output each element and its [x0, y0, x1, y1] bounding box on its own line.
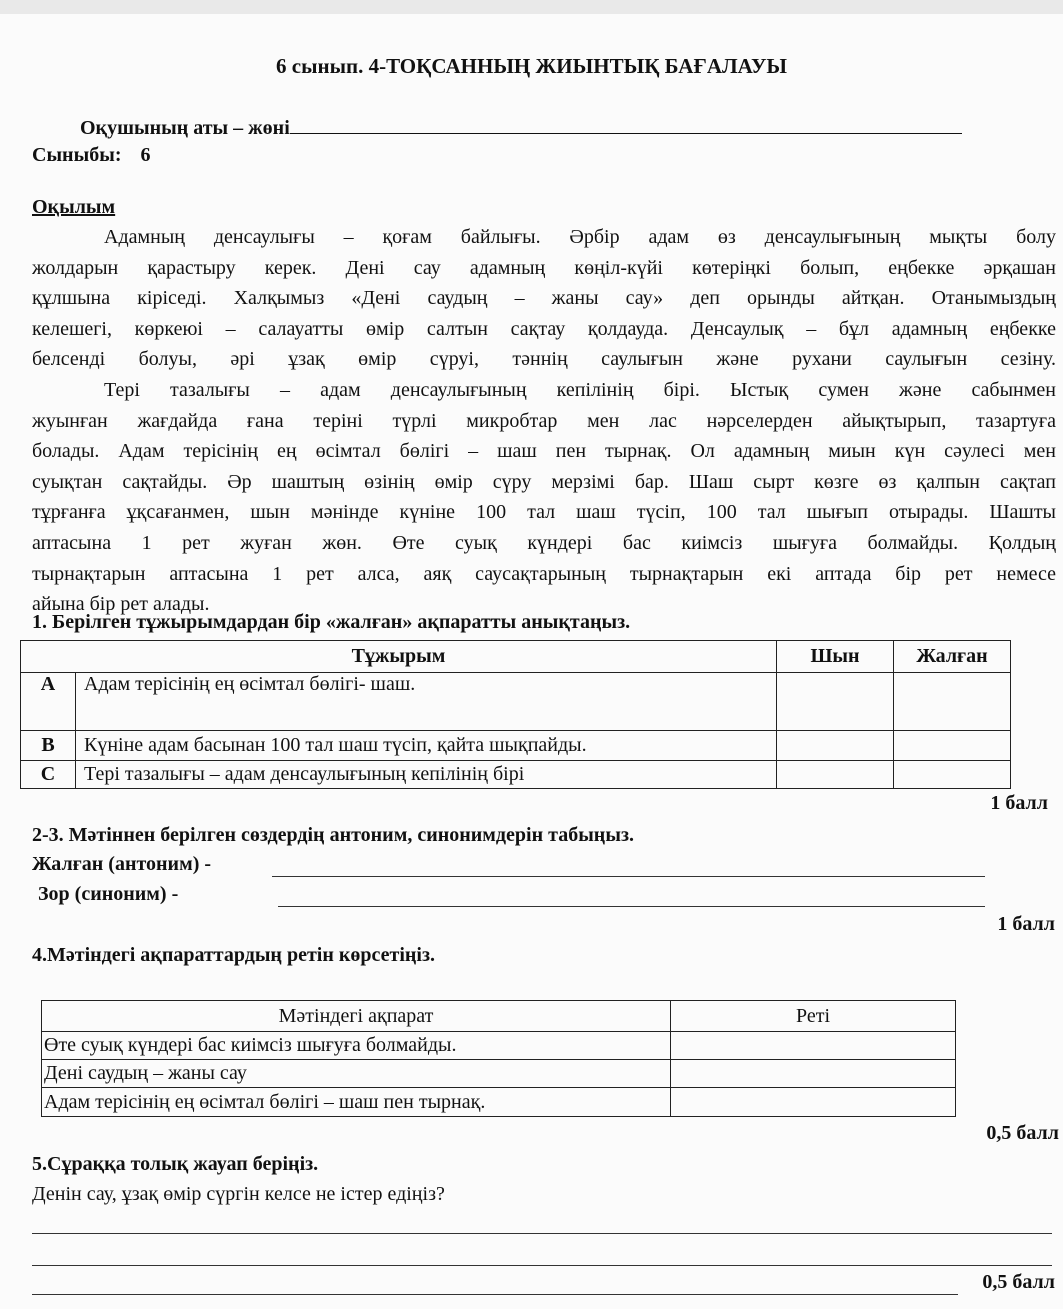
- answer-line[interactable]: [32, 1265, 1052, 1266]
- question-5-text: [32, 1153, 318, 1176]
- reading-heading: Оқылым: [32, 196, 116, 218]
- synonym-answer-line[interactable]: [278, 906, 985, 907]
- q1-row-statement: Күніне адам басынан 100 тал шаш түсіп, қайта шықпайды.: [76, 731, 777, 761]
- question-5-question: Денін сау, ұзақ өмір сүргін келсе не істер едіңіз?: [32, 1183, 445, 1205]
- q1-answer-false-cell[interactable]: [894, 731, 1011, 761]
- reading-line: жолдарын қарастыру керек. Дені сау адамның көңіл-күйі көтеріңкі болып, еңбекке әрқашан: [32, 256, 1056, 279]
- synonym-label: Зор (синоним) -: [38, 883, 179, 905]
- question-4-score: 0,5 балл: [986, 1122, 1059, 1144]
- reading-line: аптасына 1 рет жуған жөн. Өте суық күндері бас киімсіз шығуға болмайды. Қолдың: [32, 531, 1056, 554]
- reading-line: құлшына кіріседі. Халқымыз «Дені саудың – жаны сау» деп орынды айтқан. Отанымыздың: [32, 287, 1056, 310]
- question-1-score: 1 балл: [990, 792, 1048, 814]
- student-class-label: Сыныбы:: [32, 144, 122, 166]
- reading-line: суықтан сақтайды. Әр шаштың өзінің өмір сүру мерзімі бар. Шаш сырт көзге өз қалпын сақтап: [32, 470, 1056, 493]
- q1-row-letter: А: [21, 673, 76, 731]
- page-title: 6 сынып. 4-ТОҚСАННЫҢ ЖИЫНТЫҚ БАҒАЛАУЫ: [276, 54, 787, 78]
- reading-text: [32, 222, 1056, 620]
- page-top-edge: [0, 0, 1063, 14]
- question-4-table: [41, 1000, 956, 1117]
- q1-header-false: Жалған: [894, 641, 1011, 673]
- q1-answer-true-cell[interactable]: [777, 673, 894, 731]
- student-name-label: Оқушының аты – жөні: [80, 117, 290, 139]
- q4-order-cell[interactable]: [671, 1060, 956, 1088]
- q4-order-cell[interactable]: [671, 1032, 956, 1060]
- q1-header-true: Шын: [777, 641, 894, 673]
- question-5-score: 0,5 балл: [982, 1271, 1055, 1293]
- q1-row-statement: Адам терісінің ең өсімтал бөлігі- шаш.: [76, 673, 777, 731]
- q1-row-statement: Тері тазалығы – адам денсаулығының кепілінің бірі: [76, 761, 777, 789]
- reading-line: белсенді болуы, әрі ұзақ өмір сүруі, тәннің саулығын және рухани саулығын сезіну.: [32, 348, 1056, 371]
- reading-line: Тері тазалығы – адам денсаулығының кепілінің бірі. Ыстық сумен және сабынмен: [104, 378, 1056, 401]
- antonym-label: Жалған (антоним) -: [32, 853, 212, 875]
- answer-line[interactable]: [32, 1294, 958, 1295]
- reading-line: тырнақтарын аптасына 1 рет алса, аяқ саусақтарының тырнақтарын екі аптада бір рет немесе: [32, 562, 1056, 585]
- q4-row-info: Адам терісінің ең өсімтал бөлігі – шаш пен тырнақ.: [42, 1088, 671, 1117]
- q1-header-statement: Тұжырым: [21, 641, 777, 673]
- q1-row-letter: С: [21, 761, 76, 789]
- student-name-row: [80, 115, 962, 140]
- q1-row-letter: В: [21, 731, 76, 761]
- q1-answer-false-cell[interactable]: [894, 673, 1011, 731]
- reading-line: Адамның денсаулығы – қоғам байлығы. Әрбір адам өз денсаулығының мықты болу: [104, 226, 1056, 248]
- q1-answer-false-cell[interactable]: [894, 761, 1011, 789]
- student-class-row: [32, 144, 150, 167]
- q4-order-cell[interactable]: [671, 1088, 956, 1117]
- question-23-score: 1 балл: [997, 913, 1055, 935]
- reading-line: айына бір рет алады.: [32, 593, 210, 616]
- reading-line: келешегі, көркеюі – салауатты өмір салтын сақтау қолдауда. Денсаулық – бұл адамның еңбекке: [32, 317, 1056, 340]
- q1-answer-true-cell[interactable]: [777, 731, 894, 761]
- question-5-label: 5.Сұраққа толық жауап беріңіз.: [32, 1153, 319, 1175]
- student-name-blank[interactable]: [290, 115, 962, 134]
- question-1-text: 1. Берілген тұжырымдардан бір «жалған» ақпаратты анықтаңыз.: [32, 611, 631, 633]
- q4-header-order: Реті: [671, 1001, 956, 1032]
- reading-line: жуынған жағдайда ғана теріні түрлі микробтар мен лас нәрселерден айықтырып, тазартуға: [32, 409, 1056, 432]
- reading-line: тұрғанға ұқсағанмен, шын мәнінде күніне 100 тал шаш түсіп, 100 тал шығып отырады. Шашты: [32, 501, 1056, 524]
- q4-header-info: Мәтіндегі ақпарат: [42, 1001, 671, 1032]
- q4-row-info: Өте суық күндері бас киімсіз шығуға болмайды.: [42, 1032, 671, 1060]
- q4-row-info: Дені саудың – жаны сау: [42, 1060, 671, 1088]
- antonym-answer-line[interactable]: [272, 876, 985, 877]
- question-4-text: 4.Мәтіндегі ақпараттардың ретін көрсетіңіз.: [32, 944, 435, 966]
- reading-line: болады. Адам терісінің ең өсімтал бөлігі – шаш пен тырнақ. Ол адамның миын күн сәулесі мен: [32, 440, 1056, 463]
- q1-answer-true-cell[interactable]: [777, 761, 894, 789]
- student-class-value: 6: [140, 144, 151, 166]
- answer-line[interactable]: [32, 1233, 1052, 1234]
- question-1-table: [20, 640, 1011, 789]
- question-23-text: 2-3. Мәтіннен берілген сөздердің антоним, синонимдерін табыңыз.: [32, 824, 634, 846]
